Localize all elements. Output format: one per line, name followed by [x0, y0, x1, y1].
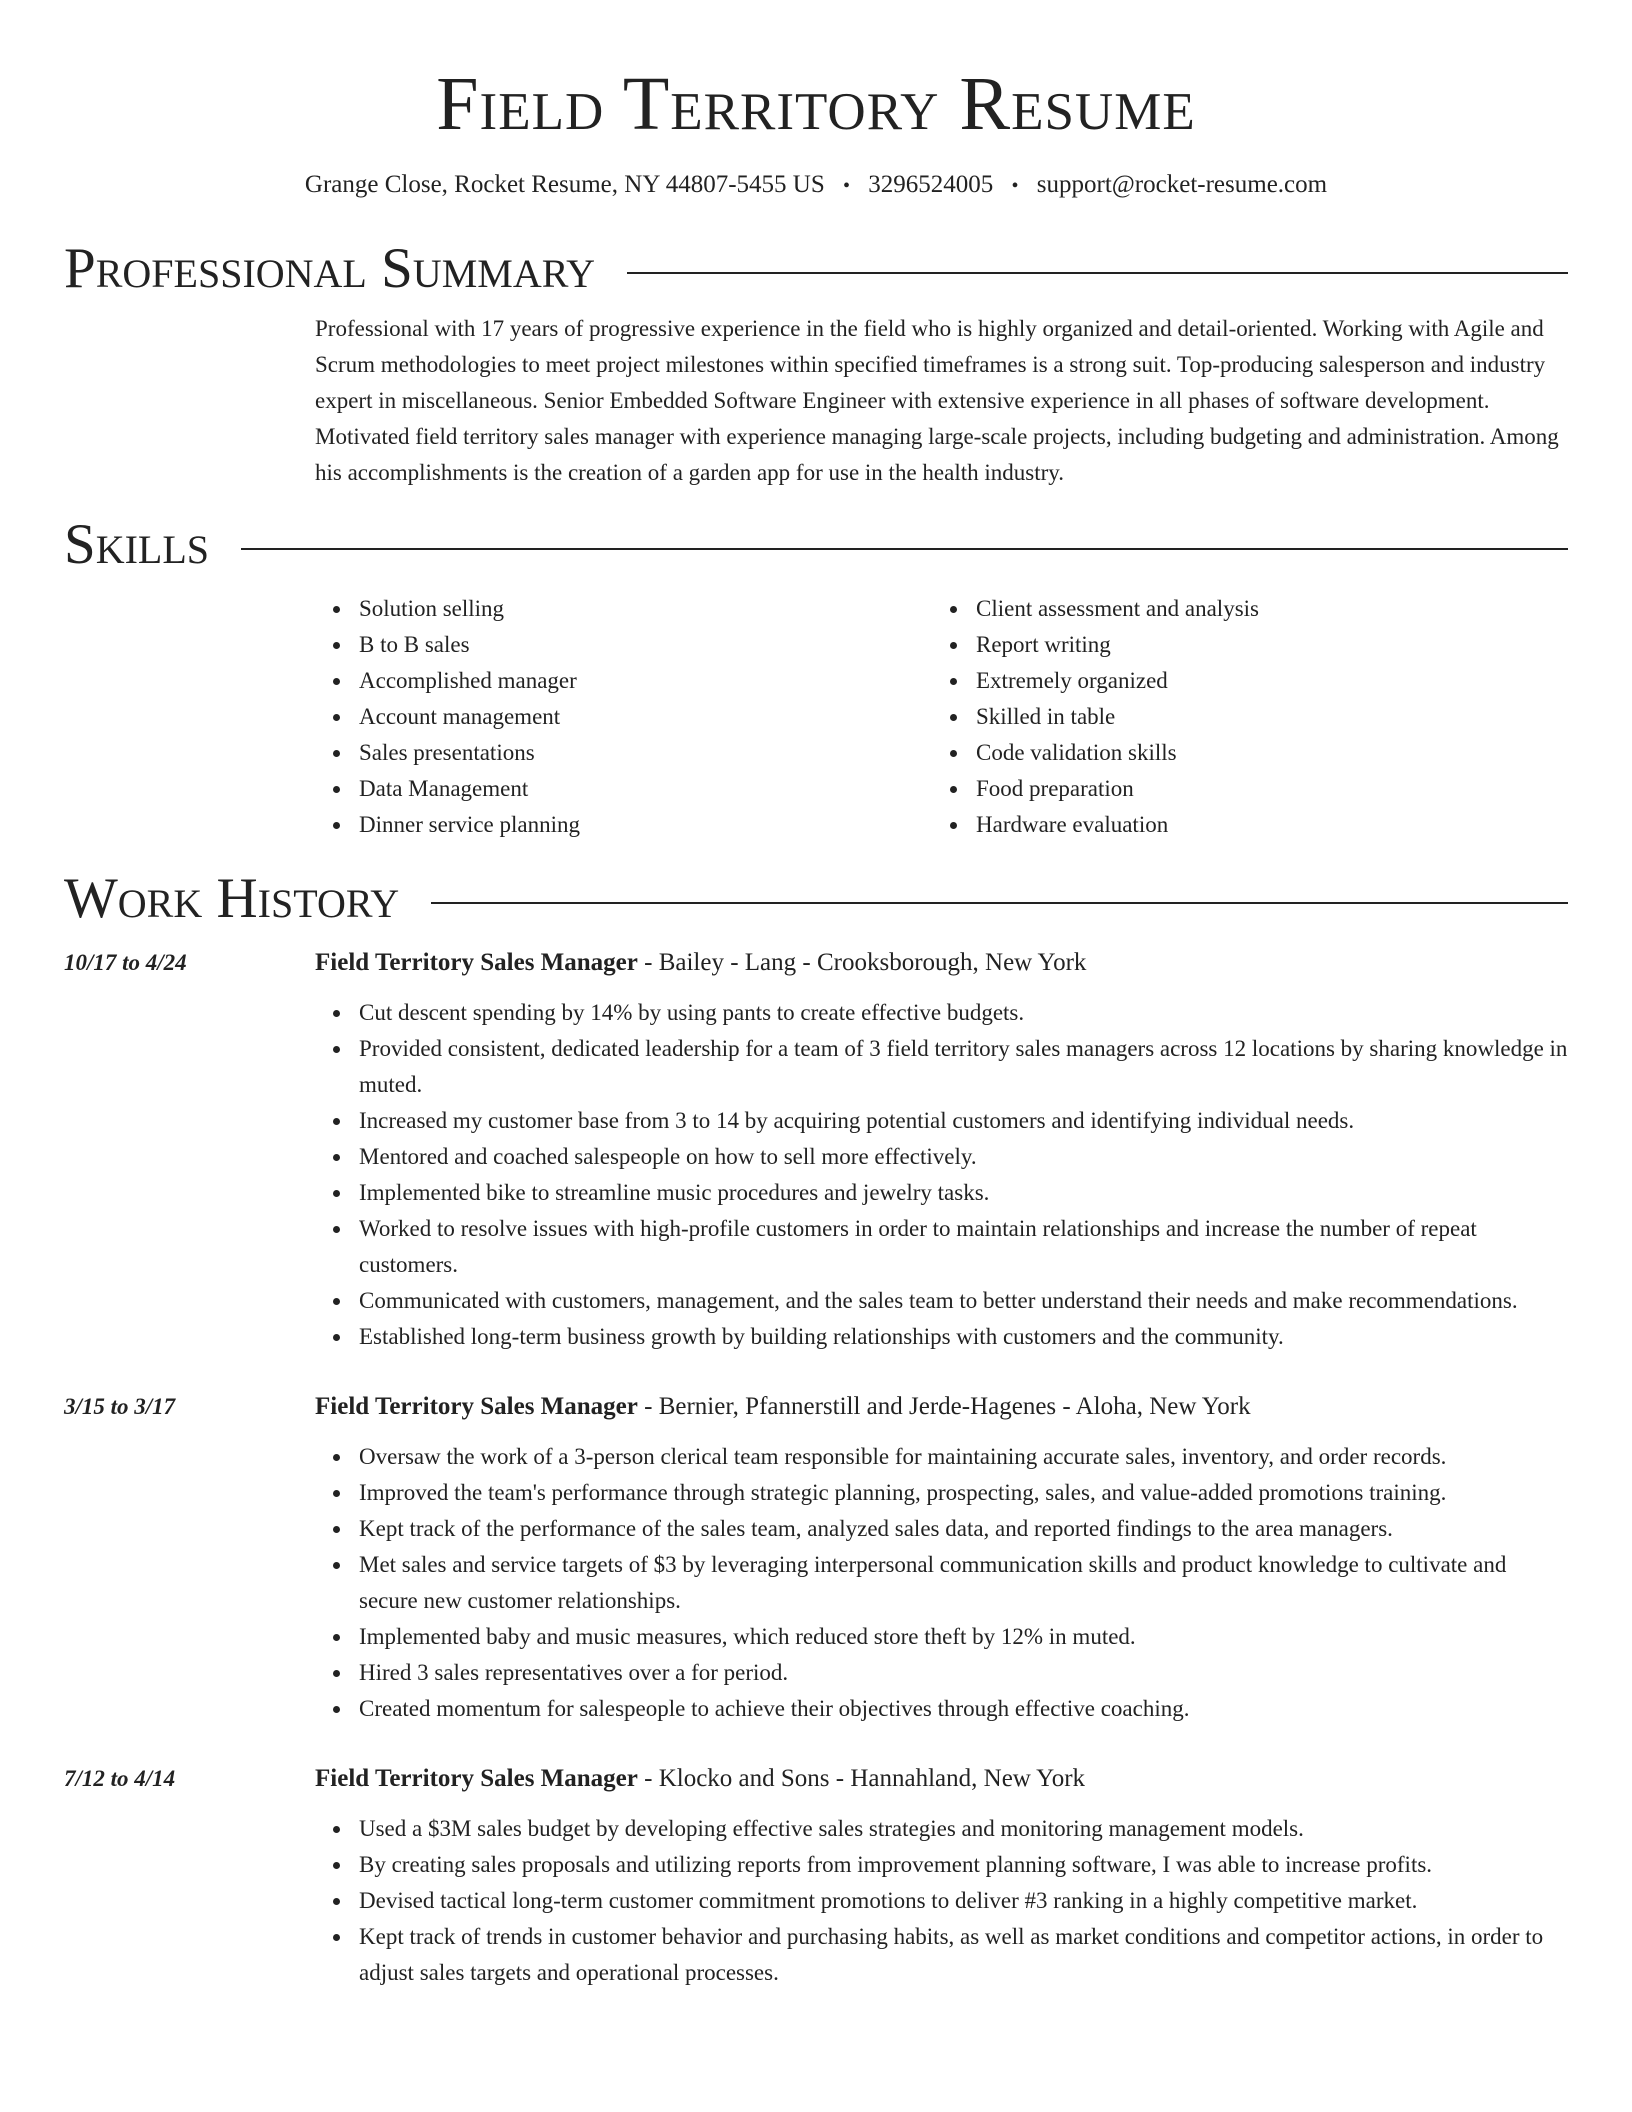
summary-text: Professional with 17 years of progressive experience in the field who is highly organized and detail-oriented. Working with Agile and Scrum methodologies to meet project milestones within specified timeframes is a strong suit. Top-producing salesperson and industry expert in miscellaneous. Senior Embedded Software Engineer with extensive experience in all phases of software development. Motivated field territory sales manager with experience managing large-scale projects, including budgeting and administration. Among his accomplishments is the creation of a garden app for use in the health industry.: [315, 316, 1559, 485]
job-employer: - Bernier, Pfannerstill and Jerde-Hagenes - Aloha, New York: [637, 1393, 1251, 1420]
contact-line: [64, 168, 1568, 203]
summary-section-title: Professional Summary: [64, 237, 596, 300]
skill-item: Skilled in table: [976, 699, 1549, 735]
contact-address: Grange Close, Rocket Resume, NY 44807-5455 US: [304, 171, 825, 198]
skill-item: Dinner service planning: [359, 807, 932, 843]
job-bullet-list: [315, 1439, 1568, 1727]
job-bullet-list: [315, 995, 1568, 1355]
skill-item: Extremely organized: [976, 663, 1549, 699]
job-bullet: Worked to resolve issues with high-profile customers in order to maintain relationships and increase the number of repeat customers.: [359, 1211, 1568, 1283]
job-title: Field Territory Sales Manager: [315, 949, 638, 976]
job-bullet: Provided consistent, dedicated leadership for a team of 3 field territory sales managers across 12 locations by sharing knowledge in muted.: [359, 1031, 1568, 1103]
job-heading: [315, 1761, 1568, 1797]
skill-item: Code validation skills: [976, 735, 1549, 771]
job-bullet: Implemented baby and music measures, which reduced store theft by 12% in muted.: [359, 1619, 1568, 1655]
job-bullet-list: [315, 1811, 1568, 1991]
skills-column-right: [932, 591, 1549, 843]
skill-item: Client assessment and analysis: [976, 591, 1549, 627]
job-title: Field Territory Sales Manager: [315, 1765, 638, 1792]
skill-item: Account management: [359, 699, 932, 735]
contact-separator: •: [843, 175, 851, 197]
section-divider: [431, 902, 1568, 904]
work-section-header: [64, 867, 1568, 931]
job-employer: - Klocko and Sons - Hannahland, New York: [637, 1765, 1086, 1792]
job-bullet: Oversaw the work of a 3-person clerical team responsible for maintaining accurate sales, inventory, and order records.: [359, 1439, 1568, 1475]
job-entry: [64, 1761, 1568, 1991]
job-title: Field Territory Sales Manager: [315, 1393, 638, 1420]
job-bullet: Established long-term business growth by building relationships with customers and the community.: [359, 1319, 1568, 1355]
job-dates: 10/17 to 4/24: [64, 950, 187, 975]
contact-phone: 3296524005: [868, 171, 994, 198]
resume-page: [64, 0, 1568, 1991]
job-bullet: Kept track of the performance of the sales team, analyzed sales data, and reported findings to the area managers.: [359, 1511, 1568, 1547]
job-details: [315, 1761, 1568, 1991]
skill-item: Sales presentations: [359, 735, 932, 771]
skill-item: Accomplished manager: [359, 663, 932, 699]
skills-section-title: Skills: [64, 513, 210, 576]
job-bullet: Created momentum for salespeople to achieve their objectives through effective coaching.: [359, 1691, 1568, 1727]
job-bullet: Mentored and coached salespeople on how to sell more effectively.: [359, 1139, 1568, 1175]
skill-item: B to B sales: [359, 627, 932, 663]
contact-separator: •: [1011, 175, 1019, 197]
job-entry: [64, 1389, 1568, 1727]
contact-email: support@rocket-resume.com: [1036, 171, 1328, 198]
job-dates: 3/15 to 3/17: [64, 1394, 176, 1419]
job-bullet: Improved the team's performance through strategic planning, prospecting, sales, and value-added promotions training.: [359, 1475, 1568, 1511]
work-section-title: Work History: [64, 867, 400, 930]
section-divider: [241, 548, 1568, 550]
skills-list: [315, 591, 1568, 843]
resume-name: Field Territory Resume: [436, 62, 1196, 146]
job-bullet: Implemented bike to streamline music procedures and jewelry tasks.: [359, 1175, 1568, 1211]
job-employer: - Bailey - Lang - Crooksborough, New York: [637, 949, 1087, 976]
job-details: [315, 945, 1568, 1355]
job-bullet: Communicated with customers, management, and the sales team to better understand their needs and make recommendations.: [359, 1283, 1568, 1319]
job-heading: [315, 1389, 1568, 1425]
skills-column-left: [315, 591, 932, 843]
job-bullet: Increased my customer base from 3 to 14 by acquiring potential customers and identifying individual needs.: [359, 1103, 1568, 1139]
summary-body: [315, 311, 1568, 491]
job-bullet: Hired 3 sales representatives over a for period.: [359, 1655, 1568, 1691]
job-bullet: Devised tactical long-term customer commitment promotions to deliver #3 ranking in a highly competitive market.: [359, 1883, 1568, 1919]
skill-item: Hardware evaluation: [976, 807, 1549, 843]
job-dates: 7/12 to 4/14: [64, 1766, 176, 1791]
skill-item: Data Management: [359, 771, 932, 807]
skill-item: Solution selling: [359, 591, 932, 627]
job-bullet: Cut descent spending by 14% by using pants to create effective budgets.: [359, 995, 1568, 1031]
job-bullet: Kept track of trends in customer behavior and purchasing habits, as well as market conditions and competitor actions, in order to adjust sales targets and operational processes.: [359, 1919, 1568, 1991]
skills-section-header: [64, 513, 1568, 577]
job-bullet: Used a $3M sales budget by developing effective sales strategies and monitoring management models.: [359, 1811, 1568, 1847]
job-heading: [315, 945, 1568, 981]
skill-item: Report writing: [976, 627, 1549, 663]
section-divider: [627, 272, 1568, 274]
job-details: [315, 1389, 1568, 1727]
summary-section-header: [64, 237, 1568, 301]
job-bullet: By creating sales proposals and utilizing reports from improvement planning software, I was able to increase profits.: [359, 1847, 1568, 1883]
skill-item: Food preparation: [976, 771, 1549, 807]
job-bullet: Met sales and service targets of $3 by leveraging interpersonal communication skills and product knowledge to cultivate and secure new customer relationships.: [359, 1547, 1568, 1619]
job-entry: [64, 945, 1568, 1355]
